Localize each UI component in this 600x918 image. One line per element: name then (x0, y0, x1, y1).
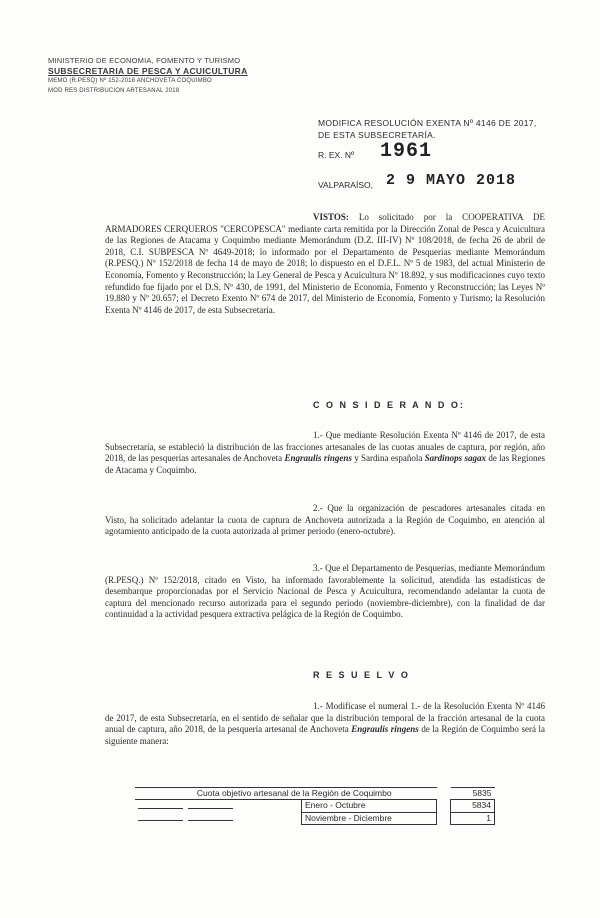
date-stamp: 2 9 MAYO 2018 (386, 172, 517, 189)
considerando-3: 3.- Que el Departamento de Pesquerías, mediante Memorándum (R.PESQ.) Nº 152/2018, citado en Visto, ha informado favorablemente la solicitud, atendida las estadísticas de desembarque proporcionadas por el Servicio Nacional de Pesca y Acuicultura, recomendando adelantar la cuota de captura del mencionado recurso autorizada para el segundo periodo (noviembre-diciembre), con la finalidad de dar continuidad a la actividad pesquera extractiva pelágica de la Región de Coquimbo. (105, 563, 545, 620)
letterhead (48, 56, 288, 96)
vistos-label: VISTOS: (313, 212, 349, 222)
table-header-label: Cuota objetivo artesanal de la Región de Coquimbo (135, 788, 437, 800)
subsecretaria-name: SUBSECRETARIA DE PESCA Y ACUICULTURA (48, 66, 248, 76)
title-line-2: DE ESTA SUBSECRETARÍA. (318, 130, 436, 140)
place-label: VALPARAÍSO, (318, 180, 373, 190)
resuelvo-heading: R E S U E L V O (313, 670, 410, 680)
resolution-title (318, 117, 558, 141)
period-label: Enero - Octubre (302, 800, 437, 813)
period-value: 1 (451, 812, 495, 824)
species-engraulis: Engraulis ringens (351, 724, 419, 735)
period-label: Noviembre - Diciembre (302, 812, 437, 824)
vistos-paragraph (105, 212, 545, 316)
title-line-1: MODIFICA RESOLUCIÓN EXENTA Nº 4146 DE 2017, (318, 118, 537, 128)
species-engraulis: Engraulis ringens (284, 453, 352, 464)
table-row (135, 800, 495, 813)
table-row (135, 812, 495, 824)
vistos-text: Lo solicitado por la COOPERATIVA DE ARMADORES CERQUEROS "CERCOPESCA" mediante carta remitida por la Dirección Zonal de Pesca y Acuicultura de las Regiones de Atacama y Coquimbo mediante Memorándum (D.Z. III-IV) Nº 108/2018, de fecha 26 de abril de 2018, C.I. SUBPESCA Nº 4649-2018; lo informado por el Departamento de Pesquerías mediante Memorándum (R.PESQ.) Nº 152/2018 de fecha 14 de mayo de 2018; lo dispuesto en el D.F.L. Nº 5 de 1983, del actual Ministerio de Economía, Fomento y Reconstrucción; la Ley General de Pesca y Acuicultura Nº 18.892, y sus modificaciones cuyo texto refundido fue fijado por el D.S. Nº 430, de 1991, del Ministerio de Economía, Fomento y Reconstrucción; las Leyes Nº 19.880 y Nº 20.657; el Decreto Exento Nº 674 de 2017, del Ministerio de Economía, Fomento y Turismo; la Resolución Exenta Nº 4146 de 2017, de esta Subsecretaría. (105, 212, 545, 315)
table-header-row (135, 788, 495, 800)
table-header-value: 5835 (451, 788, 495, 800)
considerando-1: 1.- Que mediante Resolución Exenta Nº 4146 de 2017, de esta Subsecretaría, se estableció la distribución de las fracciones artesanales de las cuotas anuales de captura, por región, año 2018, de las pesquerías artesanales de Anchoveta Engraulis ringens y Sardina española Sardinops sagax de las Regiones de Atacama y Coquimbo. (105, 430, 545, 475)
considerando-heading: C O N S I D E R A N D O: (313, 400, 465, 410)
period-value: 5834 (451, 800, 495, 813)
species-sardinops: Sardinops sagax (424, 453, 487, 464)
considerando-2: 2.- Que la organización de pescadores artesanales citada en Visto, ha solicitado adelantar la cuota de captura de Anchoveta autorizada a la Región de Coquimbo, en atención al agotamiento anticipado de la cuota autorizada al primer periodo (enero-octubre). (105, 503, 545, 537)
ministry-name: MINISTERIO DE ECONOMIA, FOMENTO Y TURISMO (48, 56, 241, 65)
resolution-label: R. EX. Nº (318, 150, 355, 160)
resuelvo-1: 1.- Modifícase el numeral 1.- de la Resolución Exenta Nº 4146 de 2017, de esta Subsecretaría, en el sentido de señalar que la distribución temporal de la fracción artesanal de la cuota anual de captura, año 2018, de la pesquería artesanal de Anchoveta Engraulis ringens de la Región de Coquimbo será la siguiente manera: (105, 701, 545, 746)
quota-distribution-table (135, 787, 495, 825)
resolution-number-stamp: 1961 (380, 140, 433, 163)
subject-reference: MOD RES DISTRIBUCION ARTESANAL 2018 (48, 88, 180, 94)
memo-reference: MEMO (R.PESQ) Nº 152-2018 ANCHOVETA COQUIMBO (48, 78, 212, 84)
